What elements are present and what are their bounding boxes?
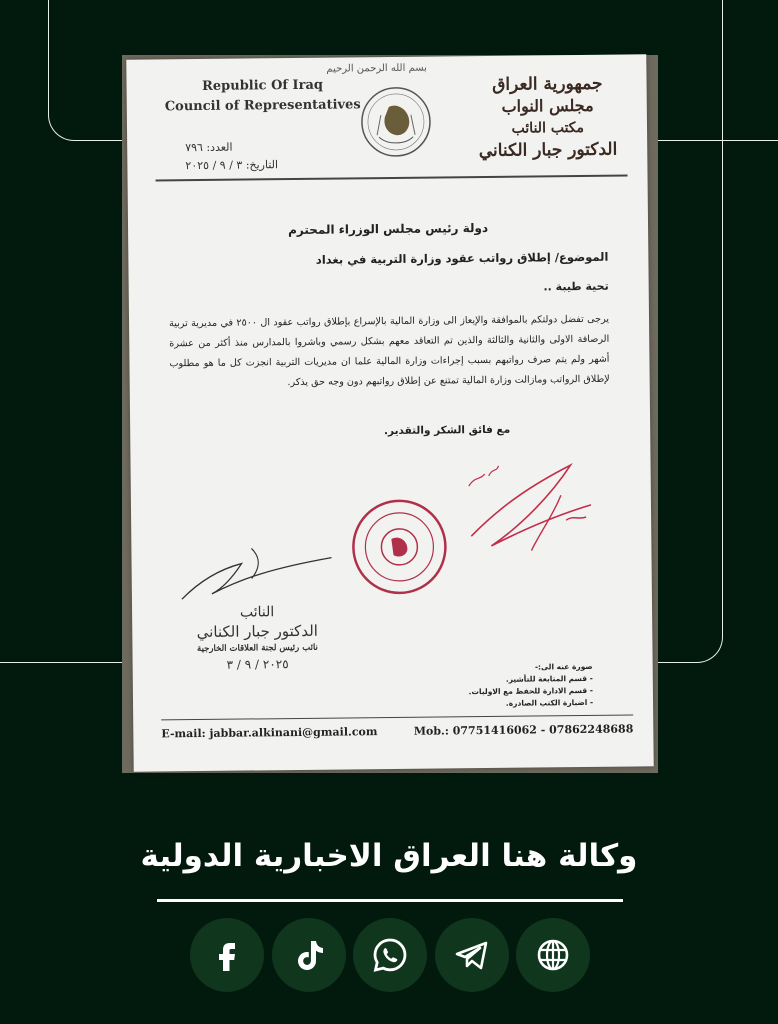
cc-item: - اضبارة الكتب الصادرة. bbox=[505, 697, 594, 708]
letter-closing: مع فائق الشكر والتقدير. bbox=[383, 423, 511, 438]
reference-block bbox=[185, 138, 278, 175]
official-stamp-icon bbox=[349, 496, 450, 597]
letterhead-ar-line4: الدكتور جبار الكناني bbox=[478, 139, 618, 162]
letterhead-arabic bbox=[478, 73, 617, 162]
letterhead-ar-line2: مجلس النواب bbox=[501, 95, 594, 116]
letterhead-en-line1: Republic Of Iraq bbox=[201, 77, 324, 94]
parliament-emblem-icon bbox=[359, 85, 434, 160]
whatsapp-button[interactable] bbox=[353, 918, 427, 992]
agency-underline bbox=[157, 899, 623, 902]
facebook-button[interactable] bbox=[190, 918, 264, 992]
signature-date: ٢٠٢٥ / ٩ / ٣ bbox=[226, 657, 289, 672]
telegram-button[interactable] bbox=[435, 918, 509, 992]
agency-name: وكالة هنا العراق الاخبارية الدولية bbox=[140, 838, 638, 874]
author-signature-icon bbox=[171, 537, 352, 609]
letterhead-ar-line3: مكتب النائب bbox=[511, 119, 585, 137]
letterhead-en-line2: Council of Representatives bbox=[164, 97, 361, 115]
letter-subject: الموضوع/ إطلاق رواتب عقود وزارة التربية في بغداد bbox=[315, 249, 609, 267]
letterhead-ar-line1: جمهورية العراق bbox=[492, 73, 603, 95]
document-photo bbox=[122, 55, 658, 773]
reference-date: التاريخ: ٣ / ٩ / ٢٠٢٥ bbox=[185, 158, 279, 173]
letter-paper bbox=[126, 54, 653, 771]
whatsapp-icon bbox=[370, 935, 410, 975]
letter-body: يرجى تفضل دولتكم بالموافقة والإيعاز الى وزارة المالية بالإسراع بإطلاق رواتب عقود ال ٢٥٠٠ في مديرية تربية الرصافة الاولى والثانية والثالثة والذين تم التعاقد معهم بشكل رسمي وباشروا بالمدارس منذ أكثر من عشرة أشهر ولم يتم صرف رواتبهم بسبب إجراءات وزارة المالية علما ان مديريات التربية انجزت كل ما هو مطلوب لإطلاق الرواتب ومازالت وزارة المالية تمتنع عن إطلاق رواتبهم دون وجه حق يذكر. bbox=[168, 313, 610, 389]
tiktok-button[interactable] bbox=[272, 918, 346, 992]
cc-item: - قسم المتابعة للتأشير. bbox=[505, 673, 593, 684]
reference-number: العدد: ٧٩٦ bbox=[185, 140, 233, 155]
tiktok-icon bbox=[289, 935, 329, 975]
cc-item: - قسم الادارة للحفظ مع الاوليات. bbox=[468, 685, 593, 697]
signature-name: الدكتور جبار الكناني bbox=[196, 621, 318, 642]
website-button[interactable] bbox=[516, 918, 590, 992]
letter-addressee: دولة رئيس مجلس الوزراء المحترم bbox=[287, 220, 489, 238]
letter-greeting: تحية طيبة .. bbox=[543, 279, 609, 294]
signature-title: النائب bbox=[239, 604, 275, 621]
footer-email: E-mail: jabbar.alkinani@gmail.com bbox=[161, 725, 378, 741]
header-divider bbox=[156, 174, 628, 181]
facebook-icon bbox=[207, 935, 247, 975]
social-links bbox=[190, 918, 590, 996]
letterhead-english bbox=[164, 75, 360, 117]
approval-signature-icon bbox=[460, 445, 611, 567]
globe-icon bbox=[533, 935, 573, 975]
cc-list bbox=[468, 661, 593, 710]
signature-role: نائب رئيس لجنة العلاقات الخارجية bbox=[196, 642, 318, 655]
basmala: بسم الله الرحمن الرحيم bbox=[326, 62, 427, 75]
cc-heading: صورة عنه الى:- bbox=[534, 661, 593, 672]
telegram-icon bbox=[452, 935, 492, 975]
footer-divider bbox=[161, 714, 633, 720]
footer-mobile: Mob.: 07751416062 - 07862248688 bbox=[413, 722, 634, 738]
letter-footer bbox=[161, 722, 633, 740]
signature-block bbox=[172, 603, 343, 675]
